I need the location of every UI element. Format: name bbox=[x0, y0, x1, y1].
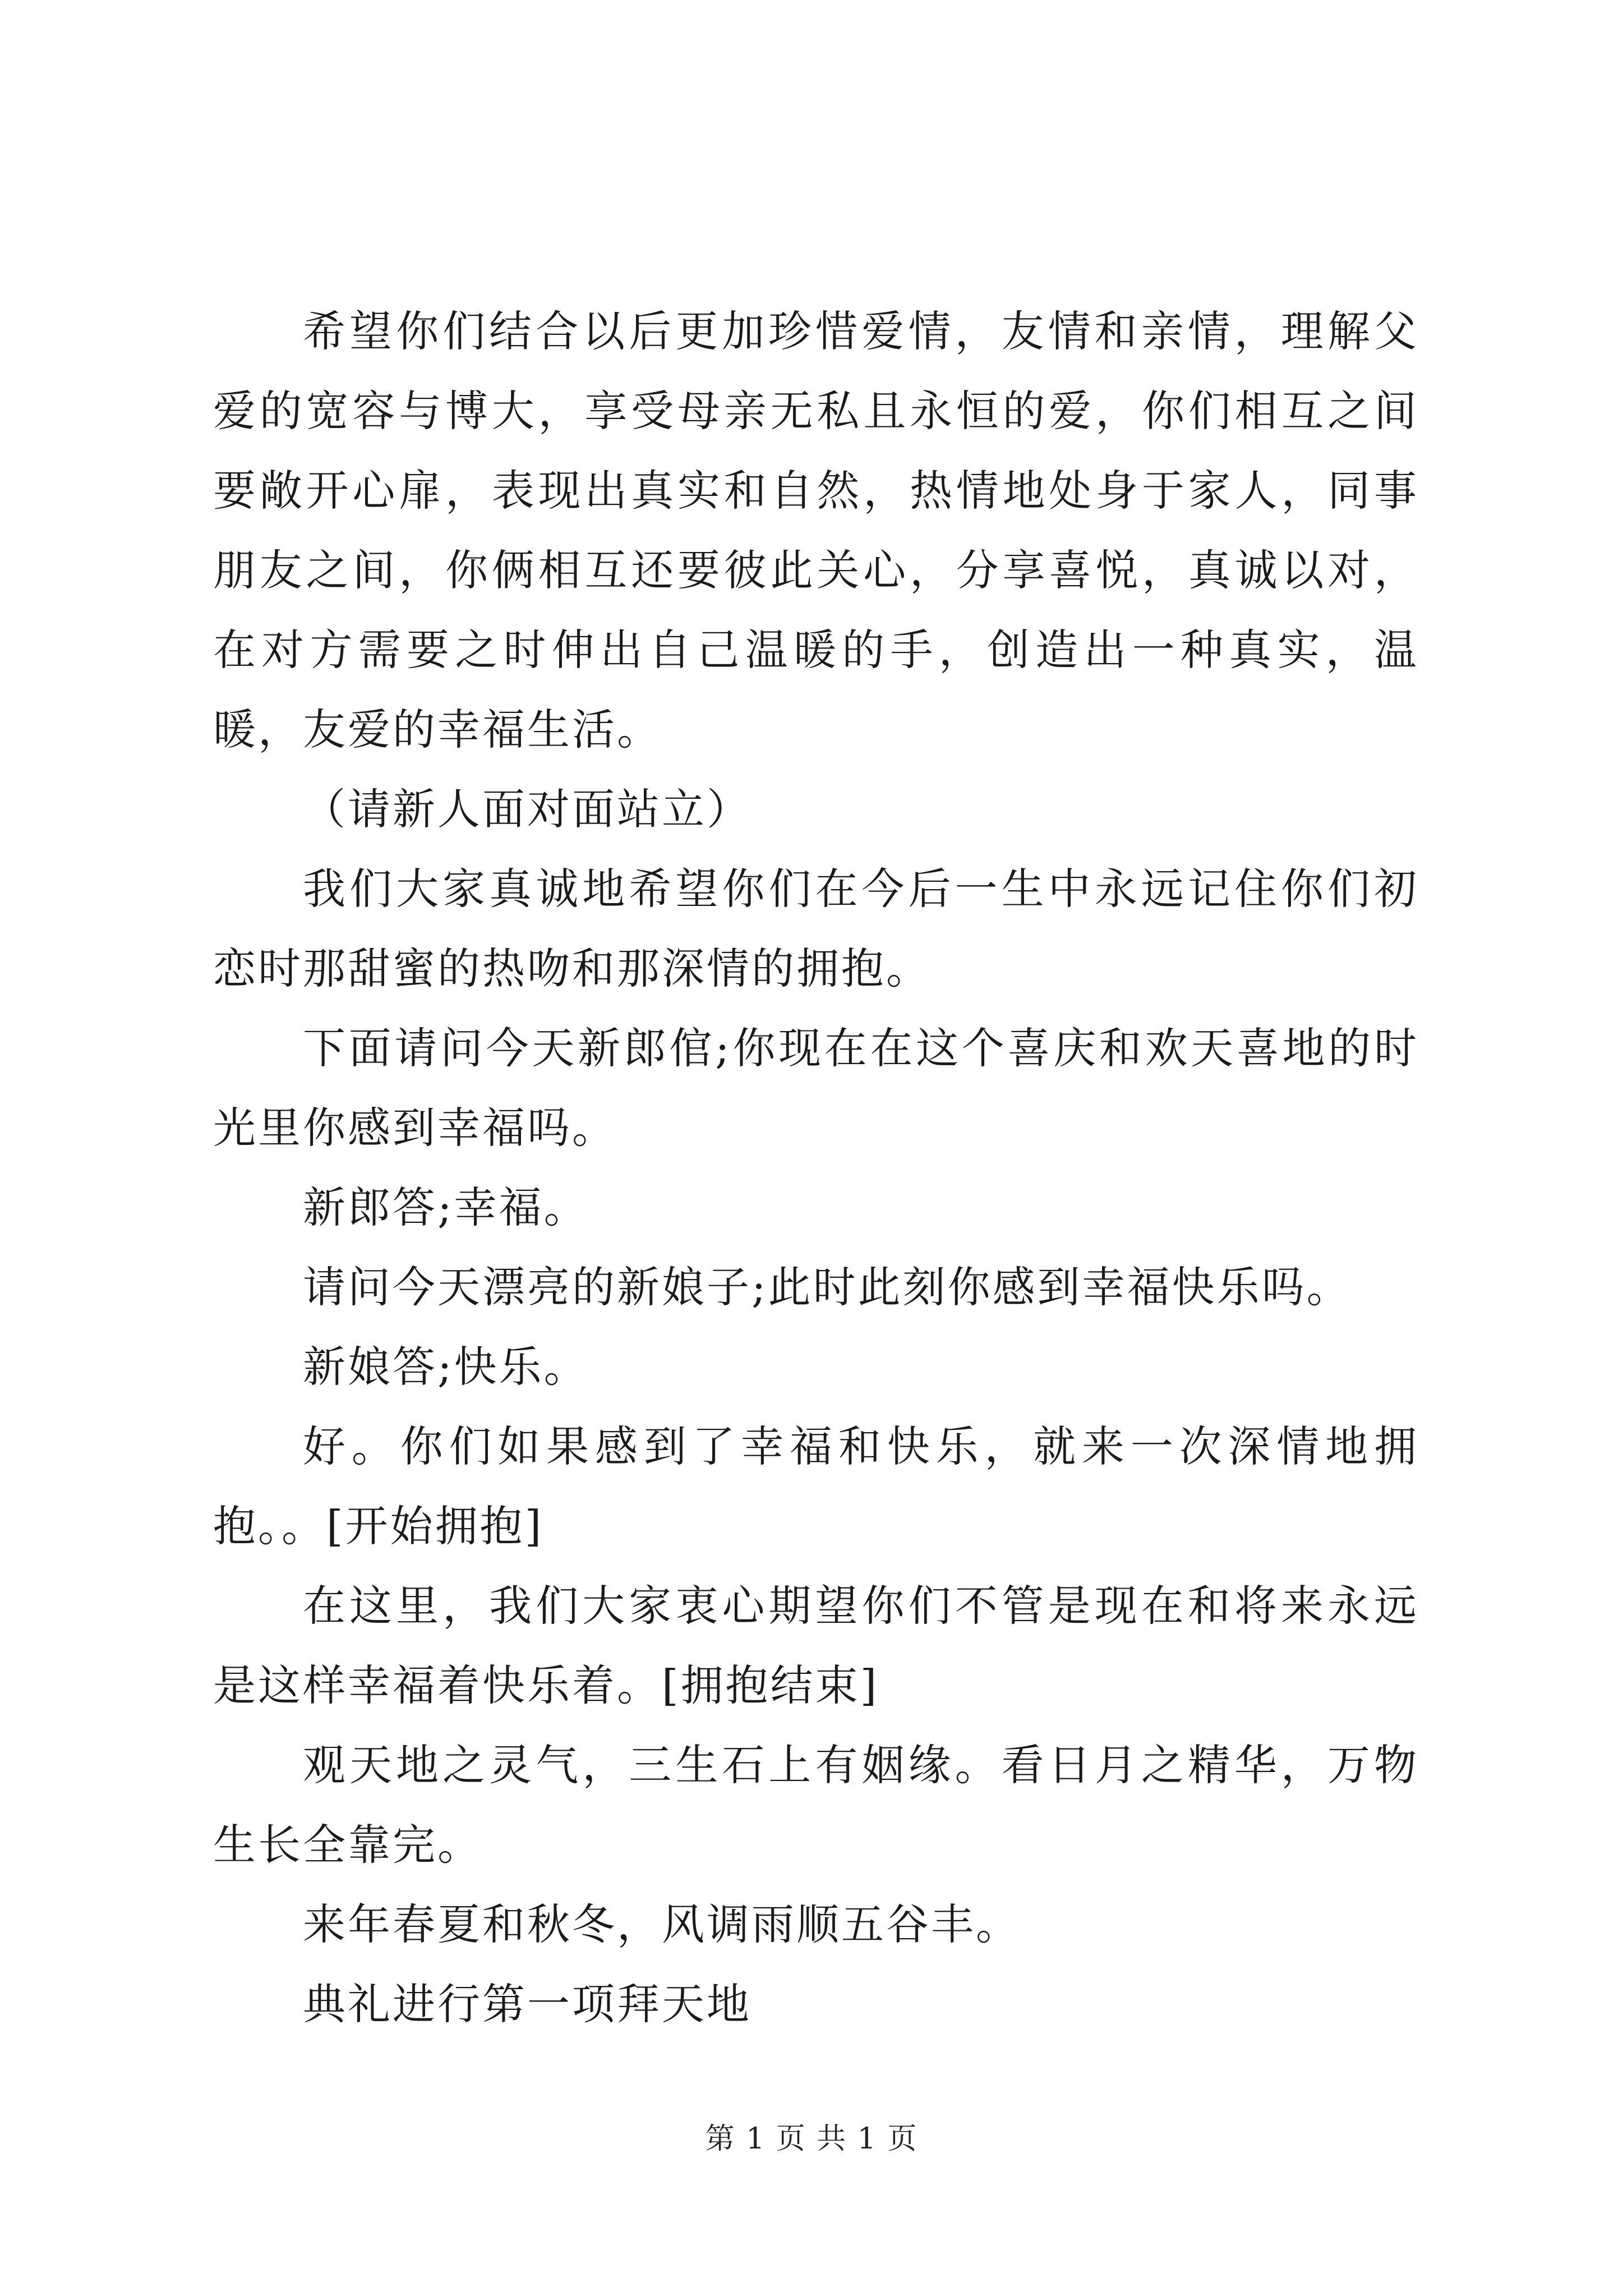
paragraph: 好。你们如果感到了幸福和快乐，就来一次深情地拥抱。。[开始拥抱] bbox=[213, 1421, 1419, 1551]
paragraph: 在这里，我们大家衷心期望你们不管是现在和将来永远是这样幸福着快乐着。[拥抱结束] bbox=[213, 1581, 1419, 1710]
paragraph: 典礼进行第一项拜天地 bbox=[303, 1979, 751, 2029]
paragraph: 新郎答;幸福。 bbox=[303, 1182, 589, 1232]
paragraph: 我们大家真诚地希望你们在今后一生中永远记住你们初恋时那甜蜜的热吻和那深情的拥抱。 bbox=[213, 864, 1419, 993]
document-body bbox=[213, 292, 1419, 2044]
page-footer: 第 1 页 共 1 页 bbox=[705, 2122, 918, 2156]
paragraph: 观天地之灵气，三生石上有姻缘。看日月之精华，万物生长全靠完。 bbox=[213, 1740, 1419, 1870]
paragraph: （请新人面对面站立） bbox=[303, 784, 751, 834]
paragraph: 希望你们结合以后更加珍惜爱情，友情和亲情，理解父爱的宽容与博大，享受母亲无私且永恒的爱，你们相互之间要敞开心扉，表现出真实和自然，热情地处身于家人，同事朋友之间，你俩相互还要彼此关心，分享喜悦，真诚以对，在对方需要之时伸出自己温暖的手，创造出一种真实，温暖，友爱的幸福生活。 bbox=[213, 306, 1419, 754]
paragraph: 来年春夏和秋冬，风调雨顺五谷丰。 bbox=[303, 1899, 1021, 1949]
paragraph: 请问今天漂亮的新娘子;此时此刻你感到幸福快乐吗。 bbox=[303, 1262, 1352, 1312]
paragraph: 下面请问今天新郎倌;你现在在这个喜庆和欢天喜地的时光里你感到幸福吗。 bbox=[213, 1023, 1419, 1153]
paragraph: 新娘答;快乐。 bbox=[303, 1342, 589, 1392]
